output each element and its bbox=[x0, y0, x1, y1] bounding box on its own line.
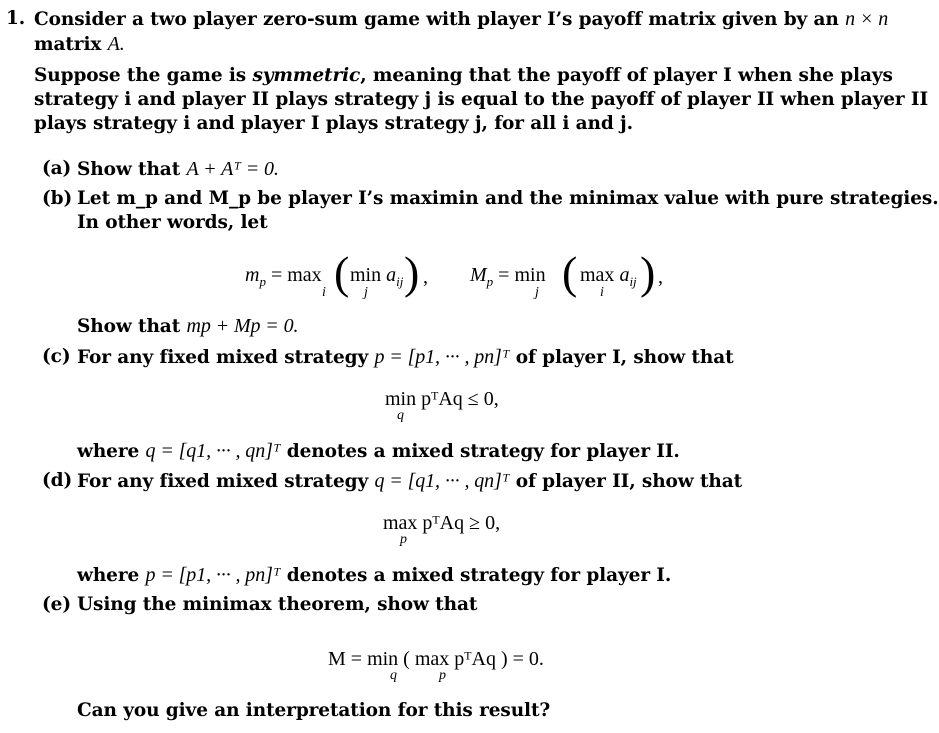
part-e-label: (e) bbox=[42, 594, 71, 615]
problem-number: 1. bbox=[6, 8, 26, 29]
part-c-where-math: q = [q1, ··· , qn]ᵀ bbox=[145, 440, 281, 462]
part-a-line bbox=[77, 158, 279, 181]
part-d-math: q = [q1, ··· , qn]ᵀ bbox=[374, 470, 510, 492]
part-b-line-1: Let m_p and M_p be player I’s maximin and the minimax value with pure strategies. bbox=[77, 188, 939, 209]
part-e-under-p: p bbox=[439, 668, 446, 683]
para2-symmetric: symmetric bbox=[252, 65, 361, 86]
eq-Mp: $M_p = \min$ bbox=[470, 264, 546, 289]
eq-Mp-lparen: ( bbox=[562, 247, 578, 298]
part-e-equation: M = min ( max pᵀAq ) = 0. bbox=[328, 648, 544, 670]
intro-A: A. bbox=[107, 33, 125, 55]
part-d-where bbox=[77, 564, 671, 587]
eq-mp-under-j: j bbox=[364, 285, 368, 300]
para2-line-1 bbox=[34, 65, 893, 86]
part-c-under-q: q bbox=[397, 408, 404, 423]
eq-Mp-under-i: i bbox=[600, 285, 604, 300]
part-e-line-1: Using the minimax theorem, show that bbox=[77, 594, 478, 615]
part-c-where-text: where bbox=[77, 441, 140, 462]
part-c-where bbox=[77, 440, 680, 463]
eq-Mp-inner: $\max a_{ij}$ bbox=[580, 264, 637, 289]
part-c-math: p = [p1, ··· , pn]ᵀ bbox=[374, 346, 510, 368]
part-d-equation: max pᵀAq ≥ 0, bbox=[383, 512, 501, 534]
para2-line-3: plays strategy i and player I plays strategy j, for all i and j. bbox=[34, 113, 633, 134]
part-d-where-end: denotes a mixed strategy for player I. bbox=[286, 565, 672, 586]
part-a-math: A + Aᵀ = 0. bbox=[186, 158, 279, 180]
part-d-where-math: p = [p1, ··· , pn]ᵀ bbox=[145, 564, 281, 586]
eq-Mp-under-j: j bbox=[535, 285, 539, 300]
part-d-label: (d) bbox=[42, 470, 73, 491]
para2-line-2: strategy i and player II plays strategy j is equal to the payoff of player II when player II bbox=[34, 89, 928, 110]
part-d-under-p: p bbox=[400, 532, 407, 547]
part-d-line-1 bbox=[77, 470, 742, 493]
eq-mp-under-i: i bbox=[322, 285, 326, 300]
intro-text: Consider a two player zero-sum game with player I’s payoff matrix given by an bbox=[34, 9, 839, 30]
part-d-text: For any fixed mixed strategy bbox=[77, 471, 369, 492]
part-c-equation: min pᵀAq ≤ 0, bbox=[385, 388, 499, 410]
part-a-label: (a) bbox=[42, 158, 72, 179]
eq-Mp-rparen: ) bbox=[640, 247, 656, 298]
part-e-under-q: q bbox=[390, 668, 397, 683]
eq-mp-comma: , bbox=[423, 266, 428, 288]
intro-matrix: matrix bbox=[34, 34, 102, 55]
part-b-followup-math: mp + Mp = 0. bbox=[186, 315, 299, 337]
part-b-followup-text: Show that bbox=[77, 316, 181, 337]
intro-line-1 bbox=[34, 8, 888, 31]
eq-mp-lparen: ( bbox=[334, 247, 350, 298]
part-e-closing: Can you give an interpretation for this result? bbox=[77, 700, 551, 721]
part-c-text-end: of player I, show that bbox=[515, 347, 734, 368]
part-a-text: Show that bbox=[77, 159, 181, 180]
para2-text-b: , meaning that the payoff of player I when she plays bbox=[360, 65, 893, 86]
part-b-followup bbox=[77, 315, 298, 338]
eq-Mp-comma: , bbox=[658, 266, 663, 288]
part-c-label: (c) bbox=[42, 346, 71, 367]
eq-mp-inner: $\min a_{ij}$ bbox=[350, 264, 404, 289]
eq-mp-rparen: ) bbox=[404, 247, 420, 298]
part-d-where-text: where bbox=[77, 565, 140, 586]
part-c-text: For any fixed mixed strategy bbox=[77, 347, 369, 368]
para2-text-a: Suppose the game is bbox=[34, 65, 247, 86]
part-c-where-end: denotes a mixed strategy for player II. bbox=[286, 441, 680, 462]
part-c-line-1 bbox=[77, 346, 734, 369]
part-b-line-2: In other words, let bbox=[77, 212, 268, 233]
intro-nxn: n × n bbox=[845, 8, 889, 30]
part-d-text-end: of player II, show that bbox=[515, 471, 743, 492]
eq-mp: $m_p = \max$ bbox=[245, 264, 322, 289]
part-b-label: (b) bbox=[42, 188, 73, 209]
intro-line-2 bbox=[34, 33, 125, 56]
